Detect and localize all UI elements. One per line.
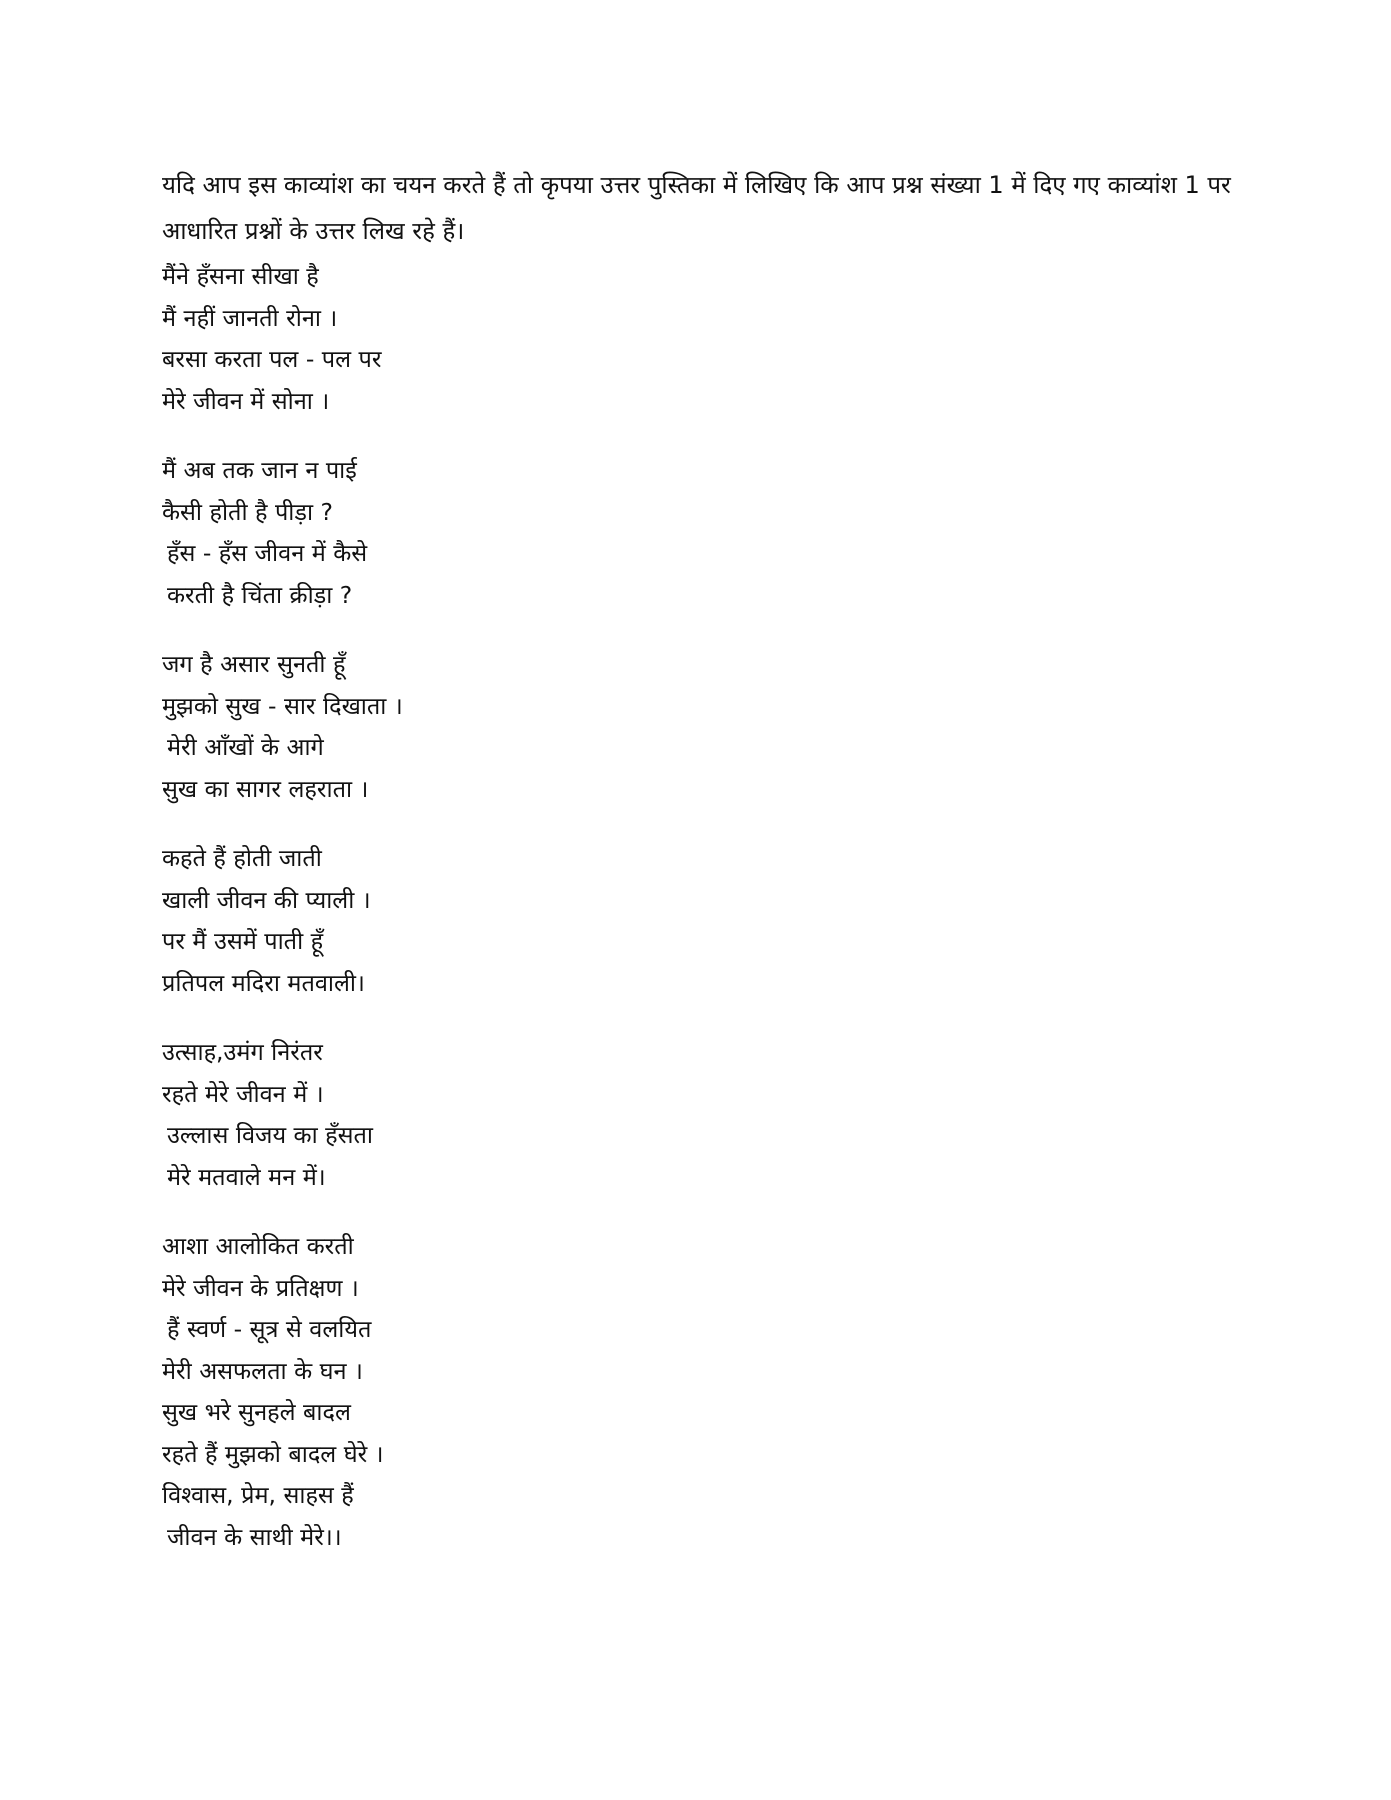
poem-line: मेरी आँखों के आगे [167,733,324,761]
poem-line: कैसी होती है पीड़ा ? [162,497,333,526]
poem-line: मैंने हँसना सीखा है [162,262,319,290]
poem-line: विश्वास, प्रेम, साहस हैं [162,1481,354,1509]
poem-line: सुख का सागर लहराता । [162,774,369,803]
stanza [162,450,862,616]
poem-line: आशा आलोकित करती [162,1232,354,1260]
poem-line: बरसा करता पल - पल पर [162,345,382,373]
stanza [162,644,862,810]
stanza [162,256,862,422]
poem-line: उल्लास विजय का हँसता [167,1121,373,1149]
stanza [162,838,862,1004]
poem-line: प्रतिपल मदिरा मतवाली। [162,968,365,997]
poem-line: हँस - हँस जीवन में कैसे [167,539,368,567]
stanza [162,1032,862,1198]
poem-line: करती है चिंता क्रीड़ा ? [167,580,353,609]
poem-line: मेरे जीवन में सोना । [162,386,330,415]
poem-line: मैं अब तक जान न पाई [162,456,357,484]
poem-line: उत्साह,उमंग निरंतर [162,1038,323,1066]
poem-line: रहते मेरे जीवन में । [162,1079,324,1108]
poem-line: मेरे जीवन के प्रतिक्षण । [162,1273,359,1302]
poem-line: मेरे मतवाले मन में। [167,1162,326,1191]
poem-line: मेरी असफलता के घन । [162,1356,363,1385]
poem-line: मुझको सुख - सार दिखाता । [162,691,403,720]
poem-line: रहते हैं मुझको बादल घेरे । [162,1439,384,1468]
stanza [162,1226,862,1558]
poem-line: खाली जीवन की प्याली । [162,885,371,914]
poem-line: कहते हैं होती जाती [162,844,322,872]
instruction-text: यदि आप इस काव्यांश का चयन करते हैं तो कृपया उत्तर पुस्तिका में लिखिए कि आप प्रश्न संख्या 1 में दिए गए काव्यांश 1 पर आधारित प्रश्नों के उत्तर लिख रहे हैं। [162,171,1231,245]
poem-line: जग है असार सुनती हूँ [162,650,346,678]
poem-line: मैं नहीं जानती रोना । [162,303,338,332]
poem-line: जीवन के साथी मेरे।। [167,1522,342,1551]
poem-line: सुख भरे सुनहले बादल [162,1398,351,1426]
poem-line: पर मैं उसमें पाती हूँ [162,927,324,955]
poem [162,256,862,1586]
poem-line: हैं स्वर्ण - सूत्र से वलयित [167,1315,372,1343]
